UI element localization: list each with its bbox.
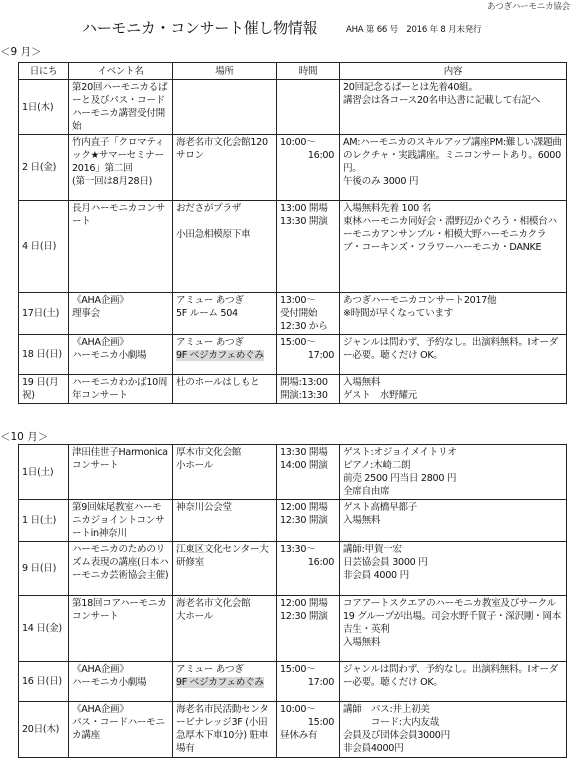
event-cell: 第20回ハーモニカるぱーと及びパス・コードハーモニカ講習受付開始	[69, 80, 173, 135]
content-cell: 講師 パス:井上初美 コード:大内友哉 会員及び団体会員3000円 非会員4000円	[340, 702, 567, 758]
date-cell: 2 日(金)	[19, 135, 69, 201]
table-row	[19, 662, 567, 702]
time-cell: 13:00～ 受付開始 12:30 から	[277, 293, 340, 335]
schedule-table-october	[18, 444, 567, 758]
date-cell: 14 日(金)	[19, 596, 69, 662]
place-line: アミュー あつぎ	[176, 337, 244, 348]
date-cell: 4 日(日)	[19, 201, 69, 293]
table-row	[19, 702, 567, 758]
place-cell: 海老名市民活動センタービナレッジ3F (小田急厚木下車10分) 駐車場有	[173, 702, 277, 758]
event-cell: ハーモニカのためのリズム表現の講座(日本ハーモニカ芸術協会主催)	[69, 542, 173, 596]
table-row	[19, 596, 567, 662]
event-cell: 長月ハーモニカコンサート	[69, 201, 173, 293]
time-cell: 13:30 開場 14:00 開演	[277, 445, 340, 500]
table-row	[19, 80, 567, 135]
place-cell: おださがプラザ 小田急相模原下車	[173, 201, 277, 293]
schedule-table-september	[18, 62, 567, 404]
month-label-october: ＜10 月＞	[0, 431, 49, 443]
time-cell: 15:00～ 17:00	[277, 335, 340, 375]
place-line: 9F ベジカフェめぐみ	[176, 350, 264, 361]
place-cell: 厚木市文化会館 小ホール	[173, 445, 277, 500]
content-cell: AM:ハーモニカのスキルアップ講座PM:難しい課題曲のレクチャ・実践講座。ミニコンサートあり。6000 円。 午後のみ 3000 円	[340, 135, 567, 201]
content-cell: ジャンルは問わず、予約なし。出演料無料。Iオーダー必要。聴くだけ OK。	[340, 335, 567, 375]
date-cell: 19 日(月祝)	[19, 375, 69, 404]
date-cell: 1日(木)	[19, 80, 69, 135]
table-row	[19, 135, 567, 201]
table-header-row	[19, 63, 567, 80]
organization-name: あつぎハーモニカ協会	[486, 2, 570, 12]
event-cell: 津田佳世子Harmonicaコンサート	[69, 445, 173, 500]
table-row	[19, 335, 567, 375]
place-cell: 江東区文化センター大研修室	[173, 542, 277, 596]
table-row	[19, 445, 567, 500]
event-cell: 《AHA企画》 理事会	[69, 293, 173, 335]
content-cell: ゲスト高橋早都子 入場無料	[340, 500, 567, 542]
date-cell: 1 日(土)	[19, 500, 69, 542]
date-cell: 17日(土)	[19, 293, 69, 335]
issue-info: AHA 第 66 号 2016 年 8 月末発行	[346, 25, 482, 35]
date-cell: 16 日(日)	[19, 662, 69, 702]
place-cell: 海老名市文化会館 大ホール	[173, 596, 277, 662]
column-header-place: 場所	[173, 63, 277, 80]
time-cell: 13:00 開場 13:30 開演	[277, 201, 340, 293]
time-cell: 12:00 開場 12:30 開演	[277, 500, 340, 542]
event-cell: 《AHA企画》 パス・コードハーモニカ講座	[69, 702, 173, 758]
place-cell	[173, 662, 277, 702]
table-row	[19, 293, 567, 335]
page-title: ハーモニカ・コンサート催し物情報	[82, 19, 318, 37]
date-cell: 20日(木)	[19, 702, 69, 758]
table-row	[19, 500, 567, 542]
place-line: アミュー あつぎ	[176, 664, 244, 675]
event-cell: 《AHA企画》 ハーモニカ小劇場	[69, 335, 173, 375]
content-cell: 入場無料 ゲスト 水野耀元	[340, 375, 567, 404]
table-row	[19, 201, 567, 293]
column-header-event: イベント名	[69, 63, 173, 80]
content-cell: ジャンルは問わず、予約なし。出演料無料。Iオーダー必要。聴くだけ OK。	[340, 662, 567, 702]
time-cell: 開場:13:00 開演:13:30	[277, 375, 340, 404]
event-cell: 第18回コアハーモニカコンサート	[69, 596, 173, 662]
time-cell	[277, 80, 340, 135]
place-cell: 杜のホールはしもと	[173, 375, 277, 404]
content-cell: ゲスト:オジョイメイトリオ ピアノ:木崎二朗 前売 2500 円当日 2800 円 全席自由席	[340, 445, 567, 500]
table-row	[19, 375, 567, 404]
content-cell: あつぎハーモニカコンサート2017他 ※時間が早くなっています	[340, 293, 567, 335]
time-cell: 10:00～ 16:00	[277, 135, 340, 201]
column-header-time: 時間	[277, 63, 340, 80]
content-cell: 20回記念るぱーとは先着40組。 講習会は各コース20名申込書に記載して右記へ	[340, 80, 567, 135]
date-cell: 9 日(日)	[19, 542, 69, 596]
place-cell	[173, 80, 277, 135]
column-header-date: 日にち	[19, 63, 69, 80]
place-cell: 神奈川公会堂	[173, 500, 277, 542]
content-cell: コアアートスクエアのハーモニカ教室及びサークル 19 グループが出場。司会水野千賀子・深沢剛・岡本吉生・英利 入場無料	[340, 596, 567, 662]
time-cell: 10:00～ 15:00 昼休み有	[277, 702, 340, 758]
time-cell: 12:00 開場 12:30 開演	[277, 596, 340, 662]
date-cell: 1日(土)	[19, 445, 69, 500]
column-header-content: 内容	[340, 63, 567, 80]
event-cell: ハーモニカわかば10周年コンサート	[69, 375, 173, 404]
table-row	[19, 542, 567, 596]
place-line: 9F ベジカフェめぐみ	[176, 677, 264, 688]
event-cell: 《AHA企画》 ハーモニカ小劇場	[69, 662, 173, 702]
content-cell: 入場無料先着 100 名 東林ハーモニカ同好会・淵野辺かぐろう・相模台ハーモニカアンサンブル・相模大野ハーモニカクラブ・コーキンズ・フラワーハーモニカ・DANKE	[340, 201, 567, 293]
time-cell: 15:00～ 17:00	[277, 662, 340, 702]
place-cell: アミュー あつぎ 5F ルーム 504	[173, 293, 277, 335]
month-label-september: ＜9 月＞	[0, 46, 42, 58]
time-cell: 13:30～ 16:00	[277, 542, 340, 596]
date-cell: 18 日(日)	[19, 335, 69, 375]
event-cell: 竹内直子「クロマティック★サマーセミナー2016」第二回 (第一回は8月28日)	[69, 135, 173, 201]
content-cell: 講師:甲賀一宏 日芸協会員 3000 円 非会員 4000 円	[340, 542, 567, 596]
event-cell: 第9回妹尾教室ハーモニカジョイントコンサートin神奈川	[69, 500, 173, 542]
place-cell: 海老名市文化会館120サロン	[173, 135, 277, 201]
place-cell	[173, 335, 277, 375]
